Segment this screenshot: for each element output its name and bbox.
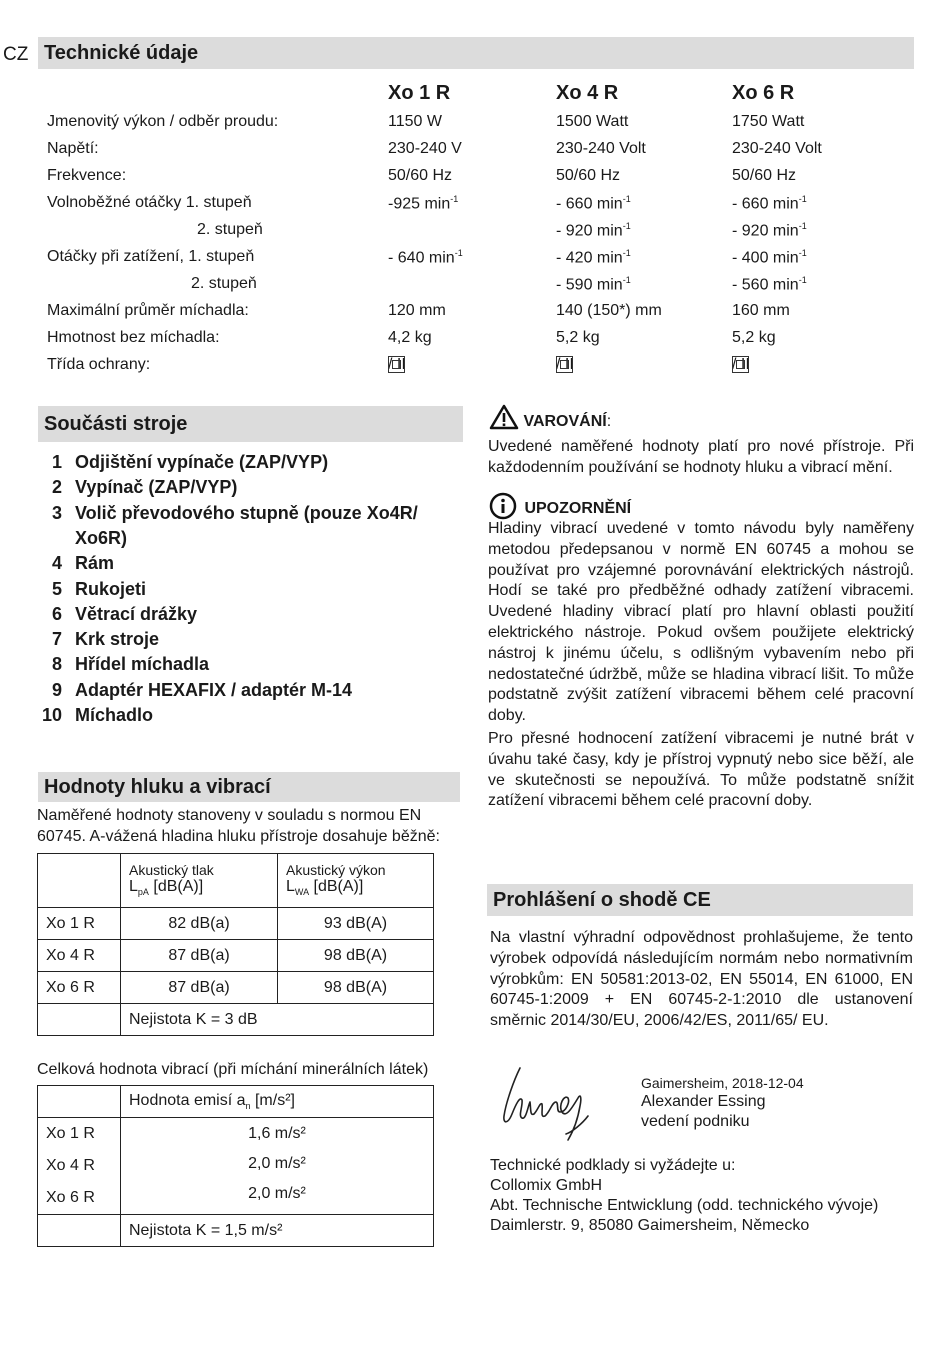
signature-block (641, 1074, 804, 1132)
spec-value: - 640 $\min^{-1}$ (388, 248, 463, 267)
list-item: 1 Odjištění vypínače (ZAP/VYP) (51, 452, 329, 472)
double-insulation-icon (732, 356, 749, 373)
spec-value: - 400 $\min^{-1}$ (732, 248, 807, 267)
signature (496, 1062, 596, 1144)
spec-label: Napětí: (47, 140, 99, 157)
section-header-ce (487, 884, 913, 916)
model-label: Xo 4 R (46, 1157, 95, 1174)
spec-label: Hmotnost bez míchadla: (47, 329, 220, 346)
docs-address: Daimlerstr. 9, 85080 Gaimersheim, Německo (490, 1217, 810, 1234)
header-sound-pressure: Akustický tlak $L_{pA}$ [dB(A)] (121, 854, 278, 908)
docs-department: Abt. Technische Entwicklung (odd. technického vývoje) (490, 1197, 879, 1214)
spec-value: 50/60 Hz (388, 167, 453, 184)
section-header-technical-data (38, 37, 914, 69)
double-insulation-icon (388, 356, 405, 373)
model-header-row (47, 82, 927, 110)
spec-label: 2. stupeň (197, 221, 263, 238)
model-label: Xo 1 R (46, 1125, 95, 1142)
list-item: 8 Hřídel míchadla (51, 654, 210, 675)
notice-heading (489, 492, 631, 522)
spec-row (47, 194, 927, 221)
notice-text-2: Pro přesné hodnocení zatížení vibracemi je nutné brát v úvahu také časy, kdy je přístroj vypnutý nebo sice běží, ale ve skutečnosti se nepoužívá. To může podstatně snížit zatížení vibracemi během celé pracovní doby. (488, 730, 914, 810)
spec-row (47, 113, 927, 140)
list-item: 2 Vypínač (ZAP/VYP) (51, 477, 238, 498)
list-item: 6 Větrací drážky (51, 603, 198, 624)
spec-row (47, 302, 927, 329)
list-item: 3 Volič převodového stupně (pouze Xo4R/ (51, 502, 418, 523)
model-heading: Xo 4 R (556, 82, 619, 104)
spec-value: - 920 $\min^{-1}$ (732, 221, 807, 240)
vibration-value: 1,6 m/s² (248, 1125, 306, 1142)
spec-value: 1150 W (388, 113, 442, 130)
docs-company: Collomix GmbH (490, 1177, 603, 1194)
double-insulation-icon (556, 356, 573, 373)
warning-title: VAROVÁNÍ (523, 413, 607, 430)
spec-value: - 660 $\min^{-1}$ (732, 194, 807, 213)
vibration-intro: Celková hodnota vibrací (při míchání minerálních látek) (37, 1061, 429, 1078)
spec-value: -925 $\min^{-1}$ (388, 194, 459, 213)
spec-value: 230-240 Volt (732, 140, 822, 157)
spec-label: Frekvence: (47, 167, 127, 184)
vibration-value: 2,0 m/s² (248, 1155, 306, 1172)
technical-docs (490, 1156, 878, 1236)
spec-label: Otáčky při zatížení, 1. stupeň (47, 248, 255, 265)
spec-value: 160 mm (732, 302, 790, 319)
notice-title: UPOZORNĚNÍ (524, 500, 632, 517)
spec-row (47, 140, 927, 167)
spec-row (47, 167, 927, 194)
spec-row (47, 356, 927, 383)
section-header-parts (38, 406, 463, 442)
spec-value: 230-240 Volt (556, 140, 646, 157)
list-item: Xo6R) (75, 527, 128, 548)
section-title: Prohlášení o shodě CE (493, 889, 711, 911)
header-emission: Hodnota emisí $a_n$ [m/s²] (121, 1086, 434, 1118)
section-title: Hodnoty hluku a vibrací (44, 776, 271, 798)
spec-row (47, 221, 927, 248)
table-row (38, 1004, 434, 1036)
uncertainty: Nejistota K = 3 dB (121, 1004, 434, 1036)
signer-name: Alexander Essing (641, 1093, 766, 1110)
place-date: Gaimersheim, 2018-12-04 (641, 1075, 804, 1091)
table-row: Xo 4 R 87 dB(a) 98 dB(A) (38, 940, 434, 972)
notice-text-1: Hladiny vibrací uvedené v tomto návodu byly naměřeny metodou předepsanou v normě EN 60745 a mohou se používat pro vzájemné porovnávání elektrických nástrojů. Hodí se také pro předběžné odhady zatížení vibracemi. Uvedené hladiny vibrací platí pro hlavní oblasti použití elektrického nástroje. Pokud ovšem použijete elektrický nástroj k jinému účelu, s odlišným vybavením nebo při nedostatečné údržbě, může se hladina vibrací lišit. To může podstatně zvýšit zatížení vibracemi během celé pracovní doby. (488, 520, 914, 725)
spec-value: / II (556, 356, 574, 373)
warning-text: Uvedené naměřené hodnoty platí pro nové přístroje. Při každodenním používání se hodnoty hluku a vibrací mění. (488, 438, 914, 476)
spec-value: 5,2 kg (556, 329, 600, 346)
warning-heading: VAROVÁNÍ: (489, 404, 611, 434)
spec-row (47, 275, 927, 302)
list-item: 5 Rukojeti (51, 578, 147, 599)
spec-label: Volnoběžné otáčky 1. stupeň (47, 194, 252, 211)
spec-value: 5,2 kg (732, 329, 776, 346)
spec-value: / II (388, 356, 406, 373)
vibration-value: 2,0 m/s² (248, 1185, 306, 1202)
signer-role: vedení podniku (641, 1113, 750, 1130)
model-heading: Xo 1 R (388, 82, 451, 104)
spec-value: 50/60 Hz (732, 167, 797, 184)
section-title: Technické údaje (44, 42, 199, 64)
spec-value: - 420 $\min^{-1}$ (556, 248, 631, 267)
vibration-table (37, 1085, 434, 1247)
spec-value: 50/60 Hz (556, 167, 621, 184)
spec-value: 1750 Watt (732, 113, 805, 130)
section-header-noise (38, 772, 460, 802)
warning-icon (489, 404, 519, 430)
spec-row (47, 329, 927, 356)
list-item: 9 Adaptér HEXAFIX / adaptér M-14 (51, 679, 353, 700)
spec-value: 140 (150*) mm (556, 302, 662, 319)
list-item: 4 Rám (51, 553, 115, 574)
spec-label: 2. stupeň (191, 275, 257, 292)
spec-value: 120 mm (388, 302, 446, 319)
spec-value: - 590 $\min^{-1}$ (556, 275, 631, 294)
spec-value: - 920 $\min^{-1}$ (556, 221, 631, 240)
list-item: 7 Krk stroje (51, 629, 160, 650)
uncertainty: Nejistota K = 1,5 m/s² (121, 1215, 434, 1247)
model-heading: Xo 6 R (732, 82, 795, 104)
spec-label: Maximální průměr míchadla: (47, 302, 249, 319)
spec-value: - 560 $\min^{-1}$ (732, 275, 807, 294)
spec-value: / II (732, 356, 750, 373)
spec-value: 1500 Watt (556, 113, 629, 130)
table-row: Xo 1 R 82 dB(a) 93 dB(A) (38, 908, 434, 940)
spec-label: Třída ochrany: (47, 356, 151, 373)
spec-value: 230-240 V (388, 140, 462, 157)
table-row: Xo 6 R 87 dB(a) 98 dB(A) (38, 972, 434, 1004)
spec-value: 4,2 kg (388, 329, 432, 346)
spec-value: - 660 $\min^{-1}$ (556, 194, 631, 213)
model-label: Xo 6 R (46, 1189, 95, 1206)
ce-text: Na vlastní výhradní odpovědnost prohlašujeme, že tento výrobek odpovídá následujícím normám nebo normativním výrobkům: EN 50581:2013-02, EN 55014, EN 61000, EN 60745-1:2009 + EN 60745-2-1:2010 dle ustanovení směrnic 2014/30/EU, 2006/42/ES, 2011/65/ EU. (490, 929, 913, 1030)
spec-label: Jmenovitý výkon / odběr proudu: (47, 113, 279, 130)
language-code: CZ (3, 44, 29, 65)
noise-table (37, 853, 434, 1036)
header-sound-power: Akustický výkon $L_{WA}$ [dB(A)] (278, 854, 434, 908)
info-icon (489, 492, 517, 520)
list-item: 10 Míchadlo (41, 705, 154, 725)
noise-intro: Naměřené hodnoty stanoveny v souladu s normou EN 60745. A-vážená hladina hluku přístroje dosahuje běžně: (37, 807, 440, 845)
docs-title: Technické podklady si vyžádejte u: (490, 1157, 736, 1174)
section-title: Součásti stroje (44, 413, 188, 435)
spec-row (47, 248, 927, 275)
